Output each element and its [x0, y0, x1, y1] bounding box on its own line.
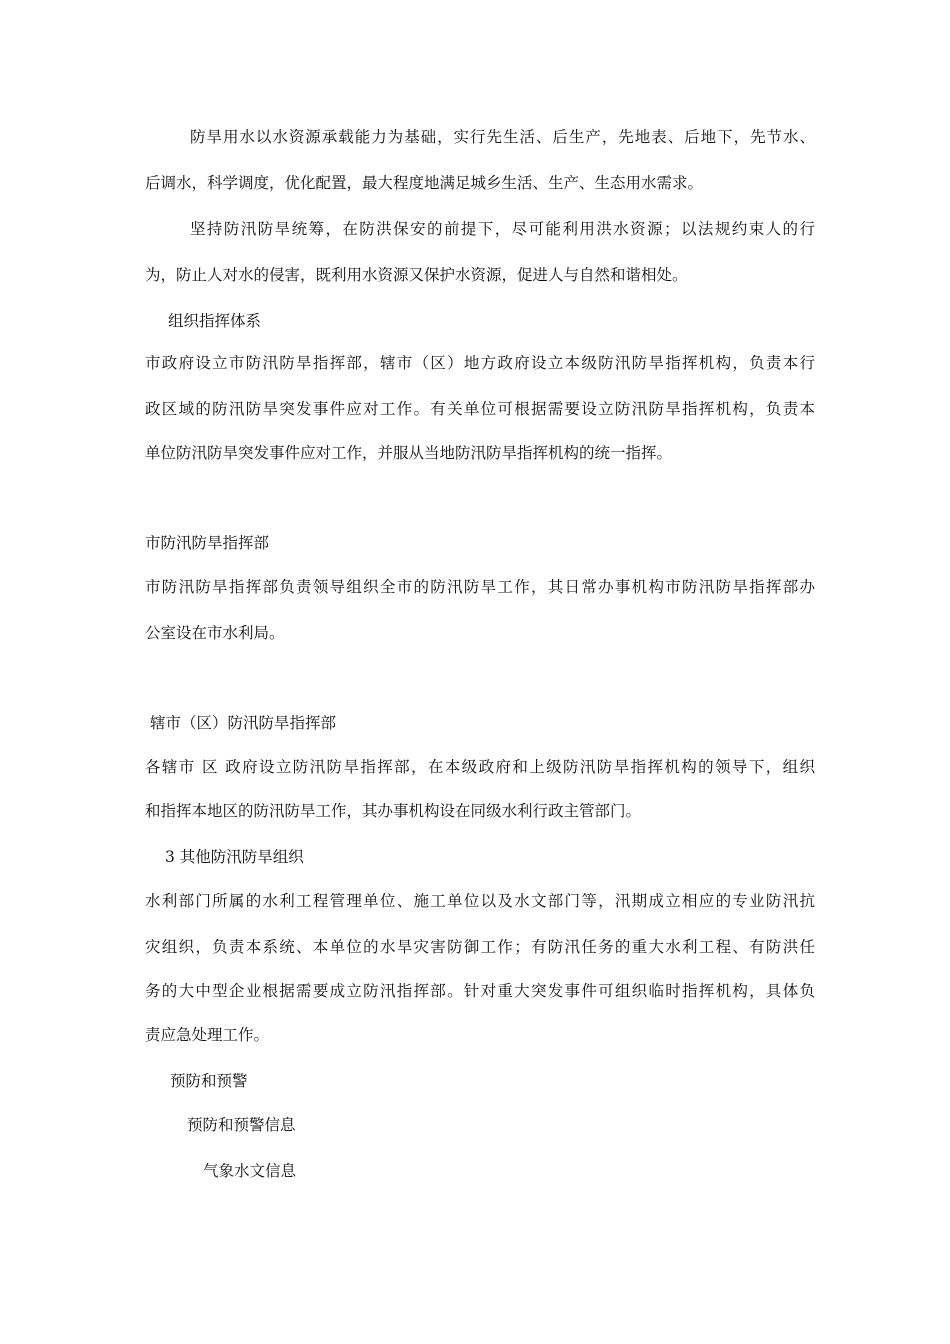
paragraph-1-line-1: 防旱用水以水资源承载能力为基础，实行先生活、后生产，先地表、后地下，先节水、: [190, 128, 815, 146]
paragraph-4-line-1: 市防汛防旱指挥部负责领导组织全市的防汛防旱工作，其日常办事机构市防汛防旱指挥部办: [145, 578, 815, 596]
paragraph-6-line-1: 水利部门所属的水利工程管理单位、施工单位以及水文部门等，汛期成立相应的专业防汛抗: [145, 892, 815, 910]
paragraph-5-line-2: 和指挥本地区的防汛防旱工作，其办事机构设在同级水利行政主管部门。: [145, 802, 642, 820]
heading-prevention-warning-info: 预防和预警信息: [187, 1116, 296, 1134]
paragraph-3-line-2: 政区域的防汛防旱突发事件应对工作。有关单位可根据需要设立防汛防旱指挥机构，负责本: [145, 400, 815, 418]
heading-meteorological-hydrological-info: 气象水文信息: [203, 1162, 297, 1180]
heading-district-command: 辖市（区）防汛防旱指挥部: [150, 714, 337, 732]
paragraph-6-line-3: 务的大中型企业根据需要成立防汛指挥部。针对重大突发事件可组织临时指挥机构，具体负: [145, 982, 815, 1000]
paragraph-2-line-2: 为，防止人对水的侵害，既利用水资源又保护水资源，促进人与自然和谐相处。: [145, 266, 688, 284]
paragraph-3-line-3: 单位防汛防旱突发事件应对工作，并服从当地防汛防旱指挥机构的统一指挥。: [145, 444, 673, 462]
paragraph-2-line-1: 坚持防汛防旱统筹，在防洪保安的前提下，尽可能利用洪水资源；以法规约束人的行: [190, 220, 815, 238]
paragraph-1-line-2: 后调水，科学调度，优化配置，最大程度地满足城乡生活、生产、生态用水需求。: [145, 174, 704, 192]
heading-other-organizations: 3 其他防汛防旱组织: [165, 848, 304, 866]
paragraph-5-line-1: 各辖市 区 政府设立防汛防旱指挥部，在本级政府和上级防汛防旱指挥机构的领导下，组织: [145, 758, 815, 776]
paragraph-6-line-2: 灾组织，负责本系统、本单位的水旱灾害防御工作；有防汛任务的重大水利工程、有防洪任: [145, 938, 815, 956]
paragraph-4-line-2: 公室设在市水利局。: [145, 624, 285, 642]
paragraph-3-line-1: 市政府设立市防汛防旱指挥部，辖市（区）地方政府设立本级防汛防旱指挥机构，负责本行: [145, 354, 815, 372]
heading-organization: 组织指挥体系: [168, 312, 262, 330]
paragraph-6-line-4: 责应急处理工作。: [145, 1026, 270, 1044]
heading-prevention-warning: 预防和预警: [170, 1072, 248, 1090]
heading-city-command: 市防汛防旱指挥部: [145, 534, 270, 552]
